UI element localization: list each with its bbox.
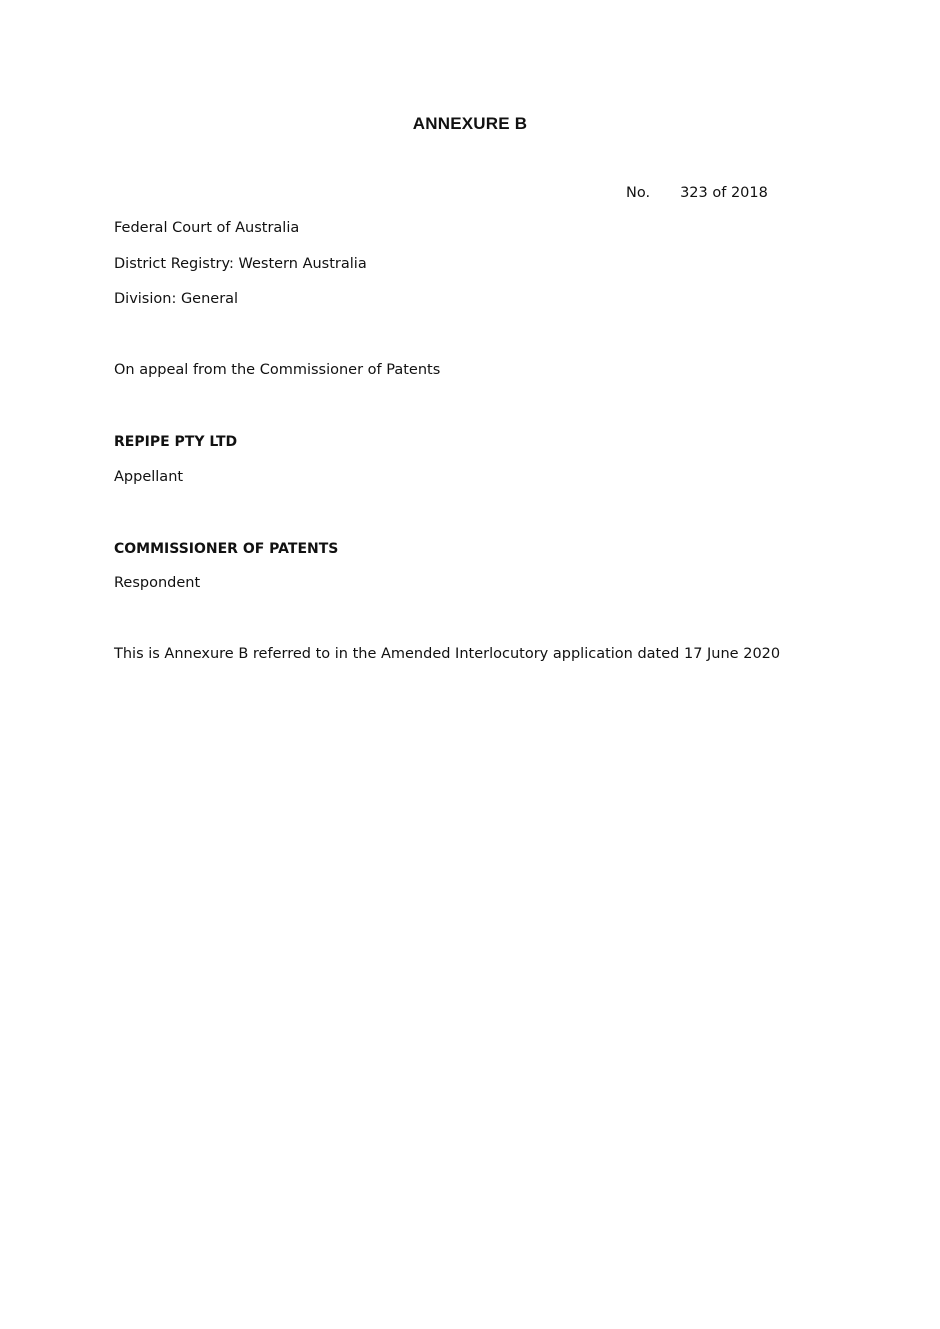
appellant-name: REPIPE PTY LTD [114, 434, 238, 450]
court-name: Federal Court of Australia [114, 220, 300, 236]
respondent-name: COMMISSIONER OF PATENTS [114, 541, 339, 557]
district-registry: District Registry: Western Australia [114, 256, 367, 272]
appellant-role: Appellant [114, 469, 184, 485]
annexure-statement: This is Annexure B referred to in the Amended Interlocutory application dated 17 June 2020 [114, 646, 781, 662]
case-number [626, 185, 768, 201]
document-title: ANNEXURE B [412, 114, 528, 133]
appeal-from: On appeal from the Commissioner of Patents [114, 362, 441, 378]
case-number-value: 323 of 2018 [680, 185, 768, 201]
respondent-role: Respondent [114, 575, 201, 591]
division: Division: General [114, 291, 239, 307]
case-number-label: No. [626, 185, 651, 201]
